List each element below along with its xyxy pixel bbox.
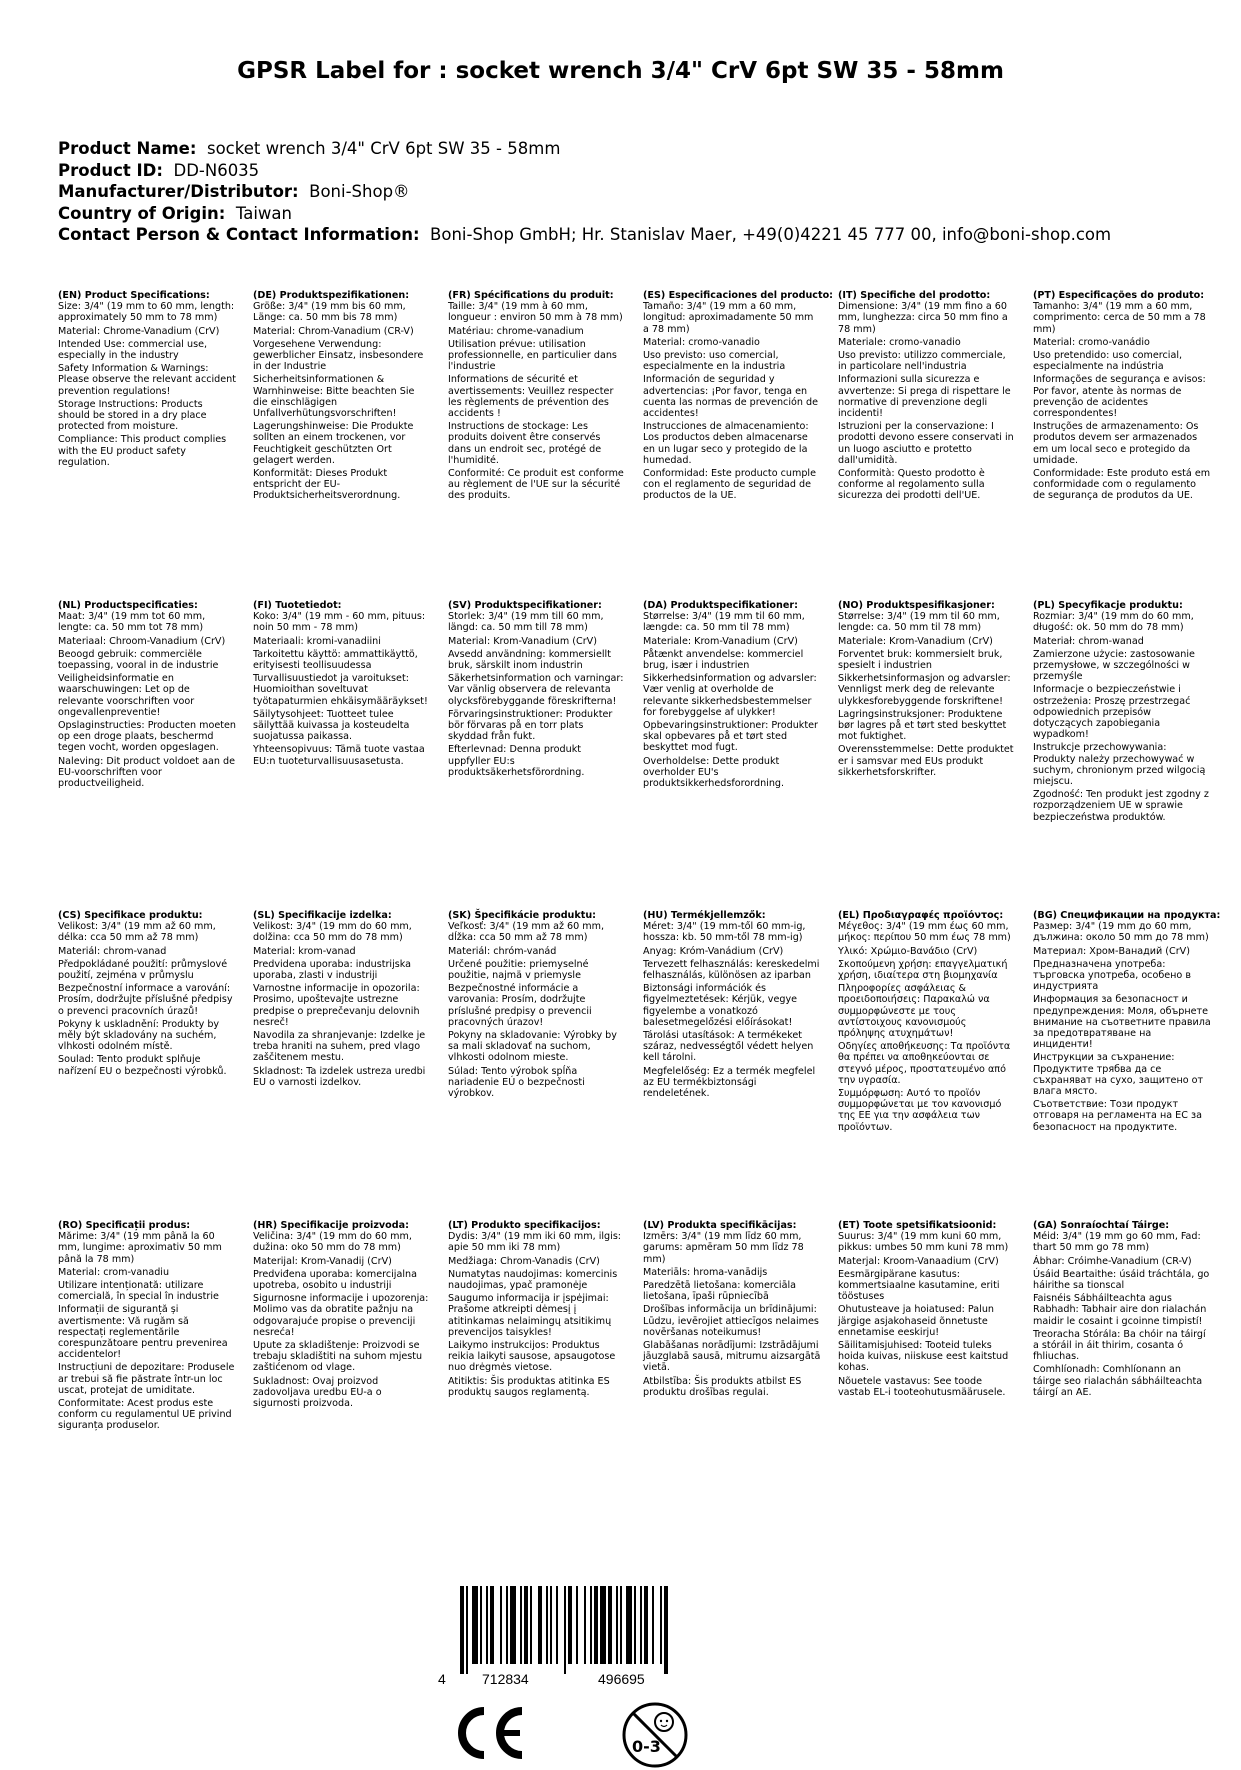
spec-section-heading: (NL) Productspecificaties: <box>58 600 198 611</box>
spec-section-text: Materiał: chrom-wanad <box>1033 635 1144 647</box>
spec-section-text: Maat: 3/4" (19 mm tot 60 mm, lengte: ca. 50 mm tot 78 mm) <box>58 611 206 634</box>
age-warning-icon <box>620 1700 690 1770</box>
spec-section-text: Určené použitie: priemyselné použitie, najmä v priemysle <box>448 958 589 982</box>
spec-section <box>448 1220 626 1400</box>
spec-section-text: Overholdelse: Dette produkt overholder EU's produktsikkerhedsforordning. <box>643 755 785 790</box>
spec-section-text: Matériau: chrome-vanadium <box>448 325 584 337</box>
spec-section-text: Информация за безопасност и предупреждения: Моля, обърнете внимание на съответните правила за предотвратяване на инциденти! <box>1033 994 1211 1051</box>
spec-section-text: Skladnost: Ta izdelek ustreza uredbi EU o varnosti izdelkov. <box>253 1065 426 1088</box>
spec-section-text: Förvaringsinstruktioner: Produkter bör förvaras på en torr plats skyddad från fukt. <box>448 708 613 743</box>
barcode-digits-2: 712834 <box>482 1671 529 1687</box>
spec-section-text: Säkerhetsinformation och varningar: Var vänlig observera de relevanta olycksförebyggande föreskrifterna! <box>448 673 624 707</box>
spec-section-heading: (ES) Especificaciones del producto: <box>643 290 834 301</box>
spec-section-heading: (NO) Produktspesifikasjoner: <box>838 600 995 611</box>
barcode-bar <box>640 1586 642 1664</box>
spec-section-heading: (LT) Produkto specifikacijos: <box>448 1220 601 1231</box>
spec-section-text: Uso previsto: uso comercial, especialmente en la industria <box>643 350 786 373</box>
spec-section <box>448 600 626 780</box>
spec-section-heading: (PL) Specyfikacje produktu: <box>1033 600 1183 611</box>
spec-section-text: Informations de sécurité et avertissements: Veuillez respecter les règlements de prévention des accidents ! <box>448 374 614 420</box>
spec-section-text: Tamaño: 3/4" (19 mm a 60 mm, longitud: aproximadamente 50 mm a 78 mm) <box>643 301 814 335</box>
spec-section-text: Uso previsto: utilizzo commerciale, in particolare nell'industria <box>838 350 1006 373</box>
barcode-bar <box>576 1586 578 1664</box>
spec-section-text: Conformitate: Acest produs este conform cu regulamentul UE privind siguranța produselor. <box>58 1398 232 1432</box>
spec-section-text: Veľkosť: 3/4" (19 mm až 60 mm, dĺžka: cca 50 mm až 78 mm) <box>448 921 605 944</box>
spec-section-text: Pokyny na skladovanie: Výrobky by sa mali skladovať na suchom, vlhkosti odolnom mieste. <box>448 1030 617 1064</box>
spec-section-text: Lagringsinstruksjoner: Produktene bør lagres på et tørt sted beskyttet mot fuktighet. <box>838 708 1007 743</box>
product-name-row <box>58 138 1111 160</box>
spec-section <box>643 1220 821 1400</box>
spec-section-text: Material: Krom-Vanadium (CrV) <box>448 635 597 647</box>
spec-section-text: Glabāšanas norādījumi: Izstrādājumi jāuzglabā sausā, mitrumu aizsargātā vietā. <box>643 1340 821 1374</box>
product-id: DD-N6035 <box>173 160 260 180</box>
spec-section-text: Drošības informācija un brīdinājumi: Lūdzu, ievērojiet attiecīgos nelaimes novēršanas noteikumus! <box>643 1304 819 1338</box>
spec-section <box>448 290 626 504</box>
spec-section-text: Materiale: Krom-Vanadium (CrV) <box>643 635 798 647</box>
spec-section-text: Sukladnost: Ovaj proizvod zadovoljava uredbu EU-a o sigurnosti proizvoda. <box>253 1375 382 1410</box>
barcode-bars <box>460 1586 668 1674</box>
product-id-label: Product ID: <box>58 160 163 180</box>
spec-section-text: Varnostne informacije in opozorila: Prosimo, upoštevajte ustrezne predpise o preprečevanju delovnih nesreč! <box>253 983 420 1028</box>
spec-section-text: Koko: 3/4" (19 mm - 60 mm, pituus: noin 50 mm - 78 mm) <box>253 611 426 634</box>
spec-section-text: Material: cromo-vanádio <box>1033 336 1150 348</box>
spec-section-text: Οδηγίες αποθήκευσης: Τα προϊόντα θα πρέπει να αποθηκεύονται σε στεγνό μέρος, προστατευμένο από την υγρασία. <box>838 1041 1011 1086</box>
barcode-bar <box>590 1586 592 1664</box>
spec-section-text: Yhteensopivuus: Tämä tuote vastaa EU:n tuoteturvallisuusasetusta. <box>253 744 425 767</box>
spec-section-text: Velikost: 3/4" (19 mm až 60 mm, délka: cca 50 mm až 78 mm) <box>58 921 216 944</box>
spec-section <box>1033 910 1221 1135</box>
spec-section-heading: (RO) Specificații produs: <box>58 1220 191 1231</box>
spec-section-text: Overensstemmelse: Dette produktet er i samsvar med EUs produkt sikkerhetsforskrifter. <box>838 744 1014 778</box>
spec-section-text: Materiaali: kromi-vanadiini <box>253 635 381 647</box>
barcode-bar <box>652 1586 654 1664</box>
spec-section <box>838 290 1016 504</box>
spec-section-text: Dydis: 3/4" (19 mm iki 60 mm, ilgis: apie 50 mm iki 78 mm) <box>448 1231 622 1254</box>
spec-section-text: Sikkerhetsinformasjon og advarsler: Vennligst merk deg de relevante ulykkesforebyggende forskriftene! <box>838 673 1011 707</box>
spec-section-text: Atbilstība: Šis produkts atbilst ES produktu drošības regulai. <box>643 1375 802 1398</box>
spec-section-text: Säilytysohjeet: Tuotteet tulee säilyttää kuivassa ja kosteudelta suojatussa paikassa. <box>253 708 410 743</box>
spec-grid <box>58 290 1221 1530</box>
spec-section-text: Påtænkt anvendelse: kommerciel brug, især i industrien <box>643 648 804 672</box>
spec-section-text: Sikkerhedsinformation og advarsler: Vær venlig at overholde de relevante sikkerhedsbestemmelser for forebyggelse af ulykker! <box>643 673 817 718</box>
spec-section-text: Vorgesehene Verwendung: gewerblicher Einsatz, insbesondere in der Industrie <box>253 338 424 373</box>
spec-section-text: Materijal: Krom-Vanadij (CrV) <box>253 1255 392 1267</box>
spec-section <box>643 600 821 791</box>
spec-section-text: Numatytas naudojimas: komercinis naudojimas, ypač pramonėje <box>448 1268 618 1292</box>
barcode-bar <box>584 1586 586 1664</box>
spec-section-text: Mărime: 3/4" (19 mm până la 60 mm, lungime: aproximativ 50 mm până la 78 mm) <box>58 1231 222 1265</box>
spec-section-text: Πληροφορίες ασφάλειας & προειδοποιήσεις: Παρακαλώ να συμμορφώνεστε με τους αντίστοιχους κανονισμούς πρόληψης ατυχημάτων! <box>838 983 990 1040</box>
spec-section-text: Размер: 3/4" (19 mm до 60 mm, дължина: около 50 mm до 78 mm) <box>1033 921 1209 944</box>
barcode-bar <box>644 1586 648 1664</box>
barcode-bar <box>472 1586 478 1664</box>
spec-section <box>1033 1220 1211 1400</box>
barcode-bar <box>626 1586 632 1664</box>
spec-section-text: Predviđena uporaba: komercijalna upotreba, osobito u industriji <box>253 1268 417 1292</box>
spec-section-text: Σκοπούμενη χρήση: επαγγελματική χρήση, ιδιαίτερα στη βιομηχανία <box>838 958 1008 982</box>
spec-section <box>58 600 236 791</box>
product-name-label: Product Name: <box>58 139 197 158</box>
spec-section-text: Veiligheidsinformatie en waarschuwingen: Let op de relevante voorschriften voor ongevallenpreventie! <box>58 673 195 718</box>
spec-section-heading: (GA) Sonraíochtaí Táirge: <box>1033 1220 1170 1231</box>
barcode-bar <box>466 1586 468 1674</box>
spec-section-text: Comhlíonadh: Comhlíonann an táirge seo rialachán sábháilteachta táirgí an AE. <box>1033 1364 1203 1398</box>
spec-section-text: Eesmärgipärane kasutus: kommertsiaalne kasutamine, eriti tööstuses <box>838 1268 1000 1303</box>
barcode-bar <box>530 1586 532 1664</box>
spec-section-text: Ohutusteave ja hoiatused: Palun järgige asjakohaseid õnnetuste ennetamise eeskirju! <box>838 1304 994 1338</box>
spec-section-text: Safety Information & Warnings: Please observe the relevant accident prevention regulations! <box>58 363 236 397</box>
barcode-bar <box>500 1586 502 1664</box>
spec-section-text: Anyag: Króm-Vanádium (CrV) <box>643 945 784 957</box>
spec-section-text: Naleving: Dit product voldoet aan de EU-voorschriften voor productveiligheid. <box>58 755 235 790</box>
manufacturer: Boni-Shop® <box>309 182 410 201</box>
spec-section-text: Suurus: 3/4" (19 mm kuni 60 mm, pikkus: umbes 50 mm kuni 78 mm) <box>838 1231 1009 1254</box>
barcode-bar <box>460 1586 464 1674</box>
contact-label: Contact Person & Contact Information: <box>58 225 420 244</box>
spec-section-text: Informações de segurança e avisos: Por favor, atente às normas de prevenção de acidentes correspondentes! <box>1033 374 1206 420</box>
product-info <box>58 138 1111 246</box>
manufacturer-label: Manufacturer/Distributor: <box>58 182 299 201</box>
spec-section-text: Material: krom-vanad <box>253 945 356 957</box>
spec-section <box>643 290 834 504</box>
spec-section-heading: (SL) Specifikacije izdelka: <box>253 910 392 921</box>
barcode-bar <box>506 1586 508 1664</box>
spec-section-text: Bezpečnostné informácie a varovania: Prosím, dodržujte príslušné predpisy o prevencii pracovných úrazov! <box>448 983 592 1028</box>
spec-row <box>58 910 1221 1220</box>
spec-section <box>838 600 1016 780</box>
baby-face-icon <box>655 1713 673 1731</box>
spec-section-text: Informazioni sulla sicurezza e avvertenze: Si prega di rispettare le normative di prevenzione degli incidenti! <box>838 374 1011 420</box>
barcode-bar <box>490 1586 494 1664</box>
spec-section-text: Velikost: 3/4" (19 mm do 60 mm, dolžina: cca 50 mm do 78 mm) <box>253 921 412 944</box>
barcode-bar <box>600 1586 606 1664</box>
spec-section-heading: (SV) Produktspecifikationer: <box>448 600 602 611</box>
spec-section-text: Съответствие: Този продукт отговаря на регламента на ЕС за безопасност на продуктите. <box>1033 1099 1202 1133</box>
spec-section-text: Méret: 3/4" (19 mm-től 60 mm-ig, hossza: kb. 50 mm-től 78 mm-ig) <box>643 921 806 944</box>
spec-section-text: Storlek: 3/4" (19 mm till 60 mm, längd: ca. 50 mm till 78 mm) <box>448 611 604 634</box>
spec-section <box>253 600 431 769</box>
barcode-digit-1: 4 <box>438 1671 446 1687</box>
spec-section-heading: (LV) Produkta specifikācijas: <box>643 1220 797 1231</box>
spec-section-text: Compliance: This product complies with the EU product safety regulation. <box>58 434 227 468</box>
spec-section-text: Rozmiar: 3/4" (19 mm do 60 mm, długość: ok. 50 mm do 78 mm) <box>1033 611 1194 634</box>
spec-section-text: Úsáid Beartaithe: úsáid tráchtála, go háirithe sa tionscal <box>1033 1268 1210 1292</box>
spec-section-heading: (BG) Спецификации на продукта: <box>1033 910 1221 921</box>
spec-section-text: Turvallisuustiedot ja varoitukset: Huomioithan soveltuvat työtapaturmien ehkäisymääräykset! <box>253 673 428 707</box>
spec-section-text: Säilitamisjuhised: Tooteid tuleks hoida kuivas, niiskuse eest kaitstud kohas. <box>838 1340 1009 1374</box>
spec-section-text: Instrucciones de almacenamiento: Los productos deben almacenarse en un lugar seco y protegido de la humedad. <box>643 421 809 466</box>
spec-section-text: Storage Instructions: Products should be stored in a dry place protected from moisture. <box>58 398 207 433</box>
spec-section-text: Uso pretendido: uso comercial, especialmente na indústria <box>1033 350 1183 373</box>
spec-section-text: Ábhar: Cróimhe-Vanadium (CR-V) <box>1033 1255 1192 1267</box>
spec-section-heading: (DE) Produktspezifikationen: <box>253 290 410 301</box>
barcode <box>430 1580 740 1690</box>
spec-section-heading: (FR) Spécifications du produit: <box>448 290 614 301</box>
origin: Taiwan <box>235 203 292 223</box>
spec-section-text: Paredzētā lietošana: komerciāla lietošana, īpaši rūpniecībā <box>643 1280 796 1303</box>
spec-section-text: Zgodność: Ten produkt jest zgodny z rozporządzeniem UE w sprawie bezpieczeństwa produktów. <box>1033 789 1209 823</box>
spec-section-text: Méid: 3/4" (19 mm go 60 mm, Fad: thart 50 mm go 78 mm) <box>1033 1231 1201 1254</box>
barcode-bar <box>608 1586 612 1664</box>
spec-section-text: Información de seguridad y advertencias: ¡Por favor, tenga en cuenta las normas de prevención de accidentes! <box>643 374 818 420</box>
spec-section-text: Beoogd gebruik: commerciële toepassing, vooral in de industrie <box>58 648 219 672</box>
spec-section-text: Materiál: chróm-vanád <box>448 945 557 957</box>
spec-section-text: Størrelse: 3/4" (19 mm til 60 mm, længde: ca. 50 mm til 78 mm) <box>643 611 805 634</box>
spec-section-text: Предназначена употреба: търговска употреба, особено в индустрията <box>1033 958 1191 993</box>
spec-section-text: Conformité: Ce produit est conforme au règlement de l'UE sur la sécurité des produits. <box>448 468 624 502</box>
spec-section <box>253 910 431 1090</box>
spec-section <box>253 290 431 504</box>
spec-section-text: Conformidade: Este produto está em conformidade com o regulamento de segurança de produtos da UE. <box>1033 468 1211 502</box>
spec-section-text: Instrukcje przechowywania: Produkty należy przechowywać w suchym, chronionym przed wilgocią miejscu. <box>1033 742 1206 788</box>
spec-section-text: Navodila za shranjevanje: Izdelke je treba hraniti na suhem, pred vlago zaščitenem mestu. <box>253 1030 426 1064</box>
spec-section-text: Материал: Хром-Ванадий (CrV) <box>1033 945 1190 957</box>
origin-label: Country of Origin: <box>58 203 226 223</box>
spec-section <box>253 1220 431 1411</box>
barcode-bar <box>660 1586 662 1664</box>
spec-section-text: Material: cromo-vanadio <box>643 336 760 348</box>
spec-section-heading: (EN) Product Specifications: <box>58 290 210 301</box>
contact-row <box>58 224 1111 246</box>
barcode-bar <box>480 1586 482 1664</box>
spec-section-text: Materjal: Kroom-Vanaadium (CrV) <box>838 1255 999 1267</box>
spec-section-text: Nõuetele vastavus: See toode vastab EL-i tooteohutusmäärusele. <box>838 1375 1006 1398</box>
ce-mark <box>450 1705 530 1761</box>
spec-section-text: Předpokládané použití: průmyslové použití, zejména v průmyslu <box>58 958 228 982</box>
spec-section-text: Informacje o bezpieczeństwie i ostrzeżenia: Proszę przestrzegać odpowiednich przepisów dotyczących zapobiegania wypadkom! <box>1033 684 1191 741</box>
spec-section-text: Avsedd användning: kommersiellt bruk, särskilt inom industrin <box>448 648 611 672</box>
spec-section-text: Efterlevnad: Denna produkt uppfyller EU:s produktsäkerhetsförordning. <box>448 744 585 778</box>
spec-section-text: Instruções de armazenamento: Os produtos devem ser armazenados em um local seco e protegido da umidade. <box>1033 421 1199 466</box>
spec-section-heading: (SK) Špecifikácie produktu: <box>448 910 597 921</box>
spec-section-text: Istruzioni per la conservazione: I prodotti devono essere conservati in un luogo asciutto e protetto dall'umidità. <box>838 421 1014 466</box>
barcode-bar <box>520 1586 522 1664</box>
spec-section-text: Инструкции за съхранение: Продуктите трябва да се съхраняват на сухо, защитено от влага място. <box>1033 1052 1204 1098</box>
barcode-bar <box>486 1586 488 1664</box>
spec-section-heading: (FI) Tuotetiedot: <box>253 600 342 611</box>
spec-section-text: Atitiktis: Šis produktas atitinka ES produktų saugos reglamentą. <box>448 1375 610 1398</box>
spec-section-heading: (HU) Termékjellemzők: <box>643 910 766 921</box>
spec-section <box>838 910 1016 1135</box>
barcode-bar <box>620 1586 622 1664</box>
spec-section-text: Material: Chrom-Vanadium (CR-V) <box>253 325 414 337</box>
spec-section-text: Materiale: Krom-Vanadium (CrV) <box>838 635 993 647</box>
spec-row <box>58 600 1218 910</box>
spec-section-text: Materiāls: hroma-vanādijs <box>643 1266 768 1278</box>
spec-section-text: Megfelelőség: Ez a termék megfelel az EU termékbiztonsági rendeletének. <box>643 1065 816 1100</box>
barcode-bar <box>546 1586 548 1664</box>
spec-section-text: Laikymo instrukcijos: Produktus reikia laikyti sausose, apsaugotose nuo drėgmės vietose. <box>448 1340 616 1374</box>
spec-section-text: Tarkoitettu käyttö: ammattikäyttö, erityisesti teollisuudessa <box>253 648 418 672</box>
spec-section-heading: (ET) Toote spetsifikatsioonid: <box>838 1220 997 1231</box>
spec-section-text: Zamierzone użycie: zastosowanie przemysłowe, w szczególności w przemyśle <box>1033 648 1195 683</box>
spec-section-text: Faisnéis Sábháilteachta agus Rabhadh: Tabhair aire don rialachán maidir le cosaint i gcoinne timpistí! <box>1033 1293 1207 1327</box>
spec-section-text: Conformità: Questo prodotto è conforme al regolamento sulla sicurezza dei prodotti dell'UE. <box>838 468 985 502</box>
spec-section-text: Saugumo informacija ir įspėjimai: Prašome atkreipti dėmesį į atitinkamas nelaimingų atsitikimų prevencijos taisykles! <box>448 1293 612 1338</box>
spec-section <box>58 290 236 470</box>
barcode-digits-3: 496695 <box>598 1671 645 1687</box>
spec-section-text: Opslaginstructies: Producten moeten op een droge plaats, beschermd tegen vocht, worden opgeslagen. <box>58 720 237 754</box>
barcode-bar <box>616 1586 618 1664</box>
spec-section-text: Størrelse: 3/4" (19 mm til 60 mm, lengde: ca. 50 mm til 78 mm) <box>838 611 1000 634</box>
spec-section-heading: (IT) Specifiche del prodotto: <box>838 290 991 301</box>
spec-section-text: Materiaal: Chroom-Vanadium (CrV) <box>58 635 226 647</box>
spec-section-text: Izmērs: 3/4" (19 mm līdz 60 mm, garums: apmēram 50 mm līdz 78 mm) <box>643 1231 804 1265</box>
spec-section <box>1033 290 1211 504</box>
spec-section-text: Utilizare intenționată: utilizare comercială, în special în industrie <box>58 1280 219 1303</box>
barcode-bar <box>550 1586 552 1664</box>
spec-section-text: Tervezett felhasználás: kereskedelmi felhasználás, különösen az iparban <box>643 958 820 982</box>
spec-row <box>58 290 1218 600</box>
origin-row <box>58 203 1111 225</box>
spec-section <box>58 910 236 1079</box>
barcode-bar <box>564 1586 566 1674</box>
spec-section-text: Υλικό: Χρώμιο-Βανάδιο (CrV) <box>838 945 978 957</box>
spec-section-heading: (DA) Produktspecifikationer: <box>643 600 798 611</box>
product-name: socket wrench 3/4" CrV 6pt SW 35 - 58mm <box>206 139 561 158</box>
spec-section-heading: (EL) Προδιαγραφές προϊόντος: <box>838 910 1004 921</box>
spec-section <box>1033 600 1211 825</box>
spec-section-text: Μέγεθος: 3/4" (19 mm έως 60 mm, μήκος: περίπου 50 mm έως 78 mm) <box>838 921 1011 944</box>
spec-section-text: Utilisation prévue: utilisation professionnelle, en particulier dans l'industrie <box>448 338 617 373</box>
barcode-bar <box>538 1586 542 1664</box>
spec-section-text: Intended Use: commercial use, especially in the industry <box>58 338 208 362</box>
spec-section-text: Treoracha Stórála: Ba chóir na táirgí a stóráil in áit thirim, cosanta ó fhliuchas. <box>1033 1328 1206 1363</box>
barcode-bar <box>664 1586 668 1674</box>
barcode-bar <box>510 1586 516 1664</box>
spec-section-text: Soulad: Tento produkt splňuje nařízení EU o bezpečnosti výrobků. <box>58 1054 227 1077</box>
spec-section-heading: (CS) Specifikace produktu: <box>58 910 203 921</box>
spec-section-text: Informații de siguranță și avertismente: Vă rugăm să respectați reglementările corespunzătoare pentru prevenirea accidentelor! <box>58 1304 228 1361</box>
spec-section <box>58 1220 236 1434</box>
spec-section-text: Material: crom-vanadiu <box>58 1266 170 1278</box>
spec-section-text: Opbevaringsinstruktioner: Produkter skal opbevares på et tørt sted beskyttet mod fugt. <box>643 720 818 754</box>
spec-section-text: Sicherheitsinformationen & Warnhinweise: Bitte beachten Sie die einschlägigen Unfallverhütungsvorschriften! <box>253 374 415 420</box>
barcode-bar <box>568 1586 572 1664</box>
spec-section <box>643 910 821 1101</box>
spec-section-text: Größe: 3/4" (19 mm bis 60 mm, Länge: ca. 50 mm bis 78 mm) <box>253 301 406 324</box>
contact: Boni-Shop GmbH; Hr. Stanislav Maer, +49(0)4221 45 777 00, info@boni-shop.com <box>430 225 1112 244</box>
spec-section-text: Súlad: Tento výrobok spĺňa nariadenie EÚ o bezpečnosti výrobkov. <box>448 1065 585 1100</box>
spec-section-text: Tárolási utasítások: A termékeket száraz, nedvességtől védett helyen kell tárolni. <box>643 1030 814 1064</box>
barcode-bar <box>634 1586 636 1664</box>
spec-section <box>838 1220 1016 1400</box>
spec-section <box>448 910 626 1101</box>
manufacturer-row <box>58 181 1111 203</box>
spec-section-text: Biztonsági információk és figyelmeztetések: Kérjük, vegye figyelembe a vonatkozó balesetmegelőzési előírásokat! <box>643 983 798 1028</box>
spec-section-text: Συμμόρφωση: Αυτό το προϊόν συμμορφώνεται με τον κανονισμό της ΕΕ για την ασφάλεια των προϊόντων. <box>838 1088 1002 1133</box>
spec-row <box>58 1220 1218 1530</box>
spec-section-text: Conformidad: Este producto cumple con el reglamento de seguridad de productos de la UE. <box>643 468 816 502</box>
spec-section-text: Materiál: chrom-vanad <box>58 945 167 957</box>
spec-section-text: Bezpečnostní informace a varování: Prosím, dodržujte příslušné předpisy o prevenci pracovních úrazů! <box>58 983 233 1017</box>
spec-section-text: Instructions de stockage: Les produits doivent être conservés dans un endroit sec, protégé de l'humidité. <box>448 421 602 466</box>
spec-section-text: Medžiaga: Chrom-Vanadis (CrV) <box>448 1255 600 1267</box>
spec-section-text: Dimensione: 3/4" (19 mm fino a 60 mm, lunghezza: circa 50 mm fino a 78 mm) <box>838 301 1008 335</box>
spec-section-text: Predvidena uporaba: industrijska uporaba, zlasti v industriji <box>253 958 412 982</box>
spec-section-text: Upute za skladištenje: Proizvodi se trebaju skladištiti na suhom mjestu zaštićenom od vlage. <box>253 1340 423 1374</box>
page-title: GPSR Label for : socket wrench 3/4" CrV 6pt SW 35 - 58mm <box>237 58 1004 84</box>
spec-section-text: Size: 3/4" (19 mm to 60 mm, length: approximately 50 mm to 78 mm) <box>58 301 235 324</box>
spec-section-text: Veličina: 3/4" (19 mm do 60 mm, dužina: oko 50 mm do 78 mm) <box>253 1231 412 1254</box>
spec-section-heading: (HR) Specifikacije proizvoda: <box>253 1220 409 1231</box>
age-label: 0-3 <box>632 1737 661 1756</box>
spec-section-text: Sigurnosne informacije i upozorenja: Molimo vas da obratite pažnju na odgovarajuće propise o prevenciji nesreća! <box>253 1293 429 1338</box>
spec-section-text: Tamanho: 3/4" (19 mm a 60 mm, comprimento: cerca de 50 mm a 78 mm) <box>1033 301 1206 335</box>
barcode-bar <box>556 1586 558 1664</box>
spec-section-heading: (PT) Especificações do produto: <box>1033 290 1205 301</box>
barcode-bar <box>594 1586 598 1664</box>
product-id-row <box>58 160 1111 182</box>
spec-section-text: Pokyny k uskladnění: Produkty by měly být skladovány na suchém, vlhkosti odolném místě. <box>58 1018 220 1053</box>
spec-section-text: Taille: 3/4" (19 mm à 60 mm, longueur : environ 50 mm à 78 mm) <box>448 301 623 324</box>
spec-section-text: Forventet bruk: kommersielt bruk, spesielt i industrien <box>838 648 1003 672</box>
spec-section-text: Material: Chrome-Vanadium (CrV) <box>58 325 220 337</box>
barcode-bar <box>524 1586 528 1664</box>
spec-section-text: Konformität: Dieses Produkt entspricht der EU-Produktsicherheitsverordnung. <box>253 468 401 502</box>
spec-section-text: Materiale: cromo-vanadio <box>838 336 961 348</box>
spec-section-text: Lagerungshinweise: Die Produkte sollten an einem trockenen, vor Feuchtigkeit geschützten Ort gelagert werden. <box>253 421 414 466</box>
spec-section-text: Instrucțiuni de depozitare: Produsele ar trebui să fie păstrate într-un loc uscat, protejat de umiditate. <box>58 1362 235 1396</box>
